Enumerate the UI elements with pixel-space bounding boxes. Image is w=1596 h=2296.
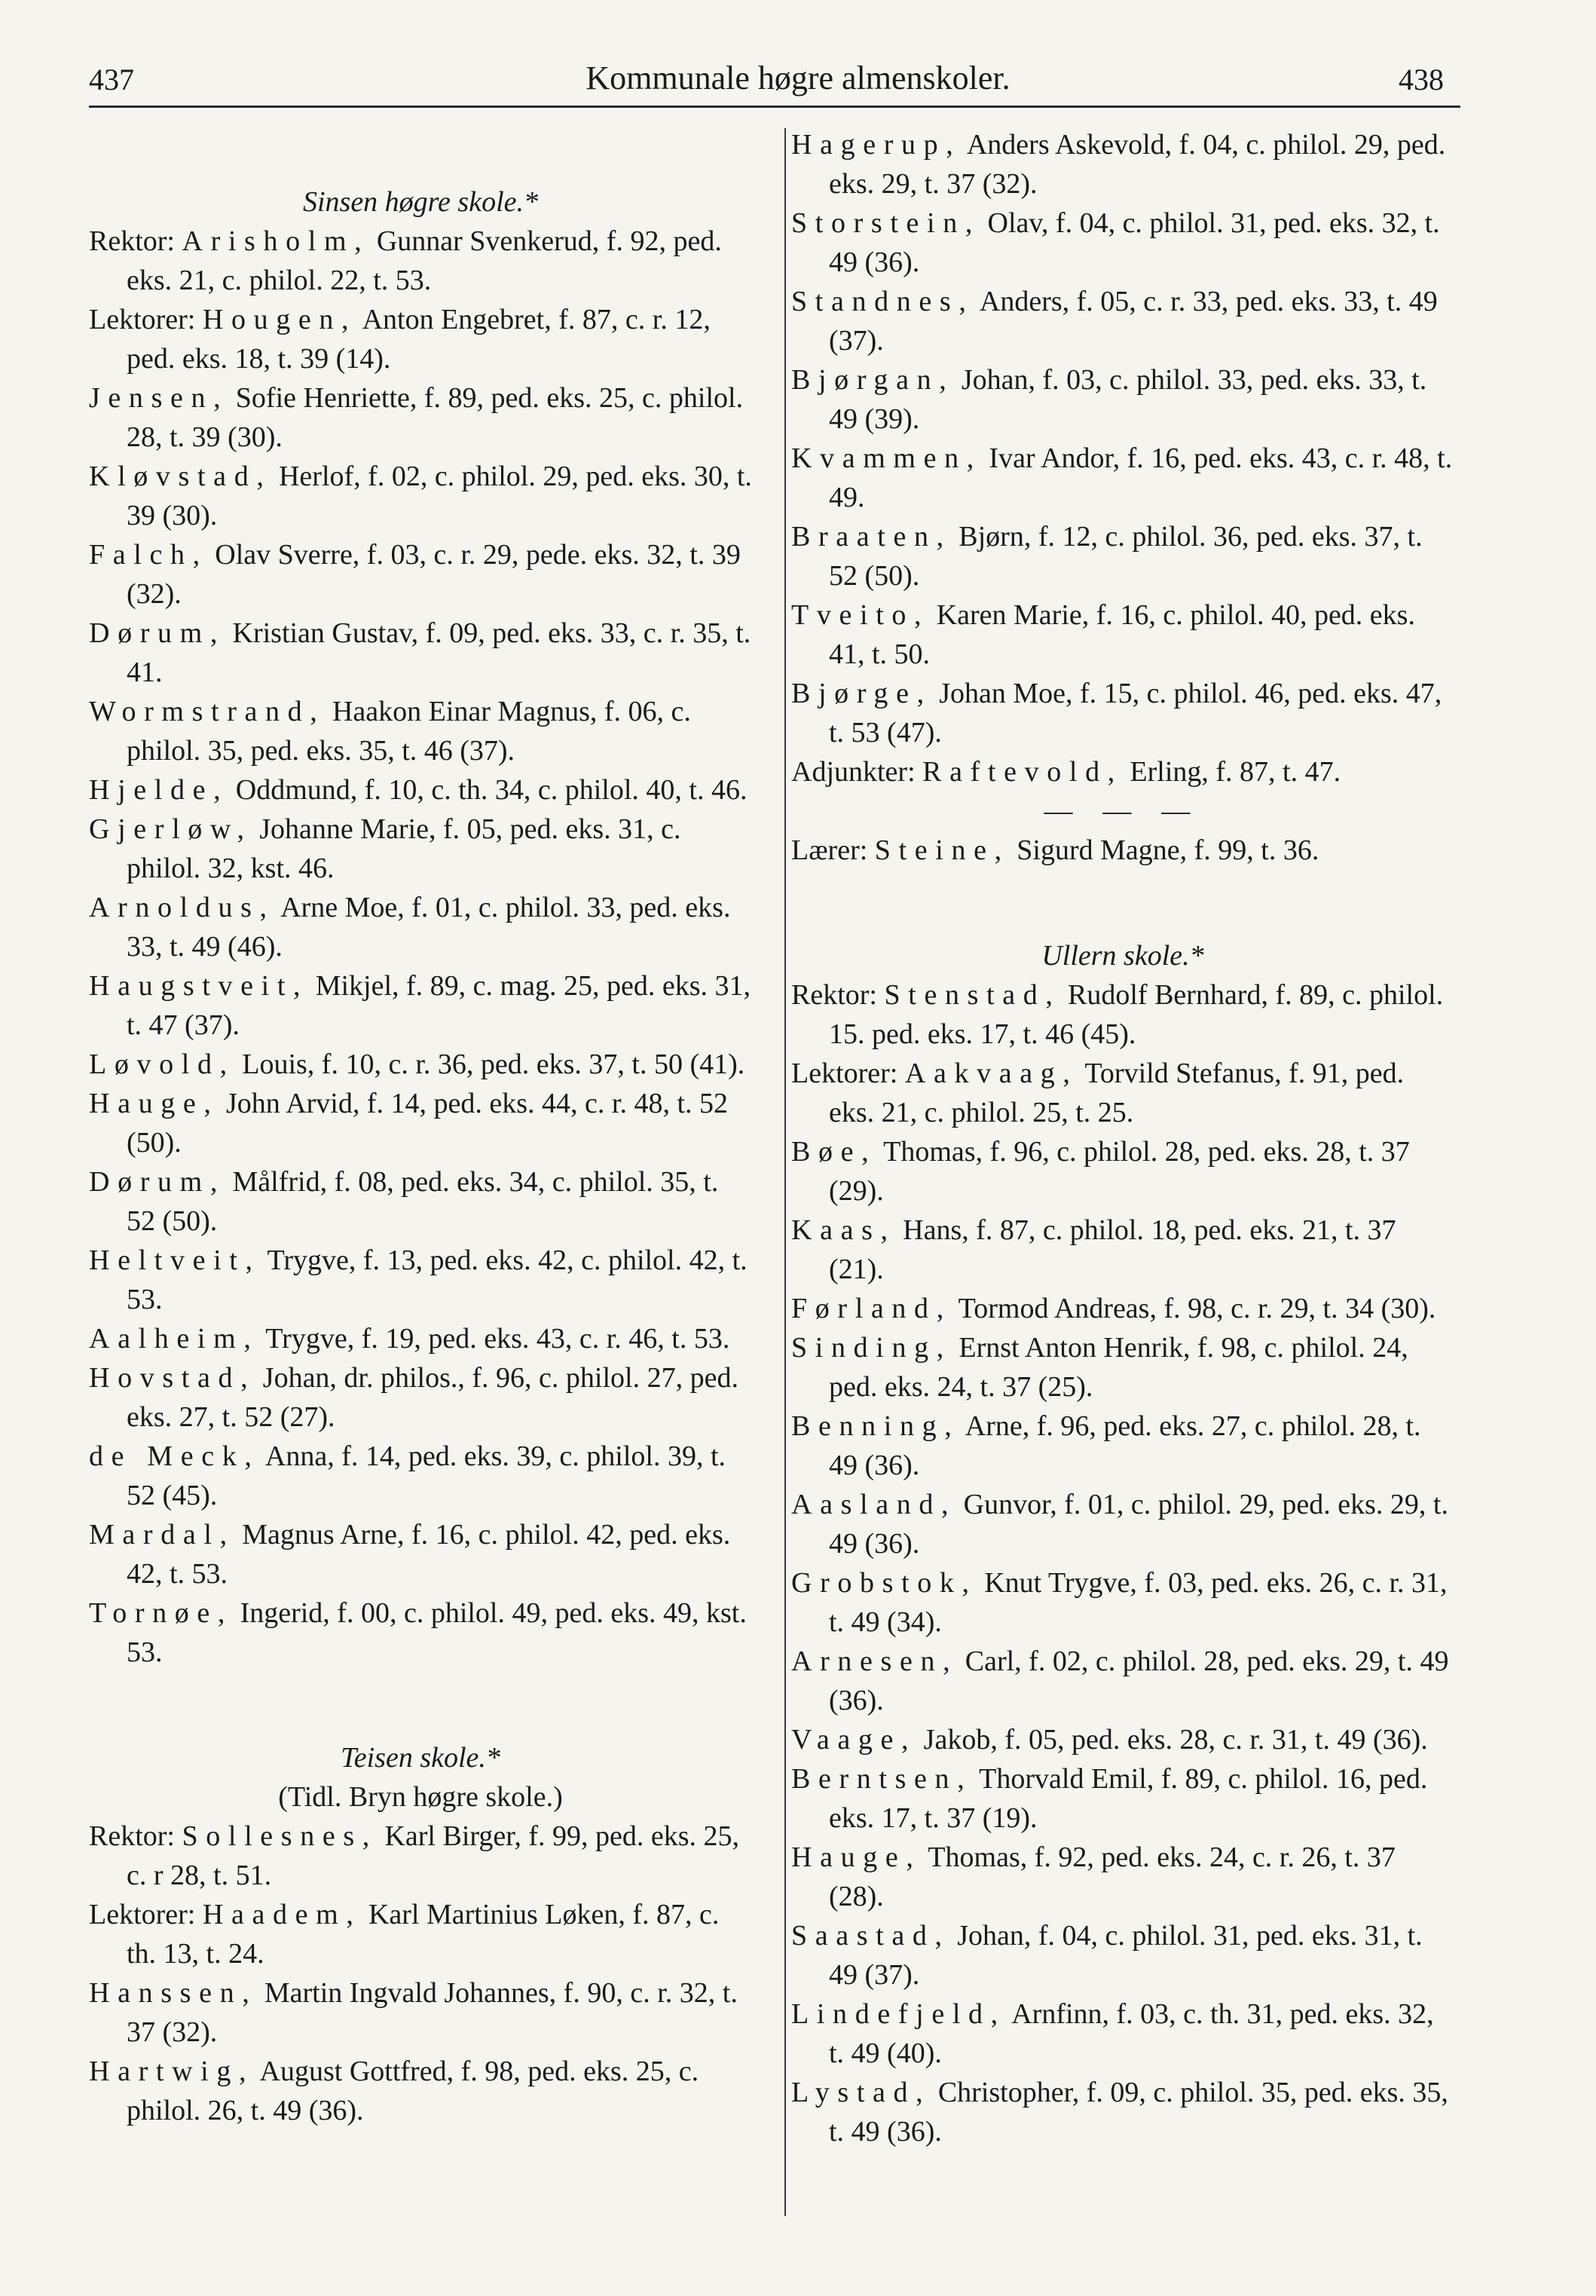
- staff-entry: [791, 517, 1454, 595]
- role-label: Lektorer:: [89, 304, 196, 335]
- staff-entry: [89, 378, 752, 457]
- surname: Haugstveit,: [89, 970, 309, 1002]
- surname: Arnesen,: [791, 1645, 959, 1677]
- entry-details: Bjørn, f. 12, c. philol. 36, ped. eks. 37, t. 52 (50).: [829, 521, 1423, 592]
- entry-details: Louis, f. 10, c. r. 36, ped. eks. 37, t. 50 (41).: [242, 1049, 745, 1080]
- surname: Aasland,: [791, 1489, 957, 1520]
- staff-entry: [89, 1973, 752, 2052]
- entry-details: Kristian Gustav, f. 09, ped. eks. 33, c. r. 35, t. 41.: [127, 617, 751, 688]
- surname: Hagerup,: [791, 129, 962, 161]
- staff-entry: [791, 1328, 1454, 1407]
- entry-details: Karl Martinius Løken, f. 87, c. th. 13, t. 24.: [127, 1899, 720, 1970]
- surname: Bjørge,: [791, 678, 932, 709]
- entry-details: Herlof, f. 02, c. philol. 29, ped. eks. 30, t. 39 (30).: [127, 461, 752, 531]
- surname: Mardal,: [89, 1519, 235, 1551]
- entry-details: Karl Birger, f. 99, ped. eks. 25, c. r 28, t. 51.: [127, 1820, 740, 1891]
- entry-details: John Arvid, f. 14, ped. eks. 44, c. r. 48, t. 52 (50).: [127, 1088, 729, 1159]
- entry-details: Rudolf Bernhard, f. 89, c. philol. 15. ped. eks. 17, t. 46 (45).: [829, 979, 1444, 1050]
- staff-entry: [791, 360, 1454, 439]
- staff-entry: [791, 1407, 1454, 1485]
- staff-entry: [791, 1132, 1454, 1211]
- staff-entry: [89, 692, 752, 770]
- surname: Standnes,: [791, 286, 974, 317]
- surname: Raftevold,: [922, 756, 1123, 788]
- staff-entry: [89, 1319, 752, 1358]
- entry-details: Karen Marie, f. 16, c. philol. 40, ped. eks. 41, t. 50.: [829, 599, 1415, 670]
- entry-details: Johan, f. 04, c. philol. 31, ped. eks. 31, t. 49 (37).: [829, 1920, 1423, 1991]
- entry-details: Arne Moe, f. 01, c. philol. 33, ped. eks. 33, t. 49 (46).: [127, 892, 731, 963]
- entry-details: Mikjel, f. 89, c. mag. 25, ped. eks. 31, t. 47 (37).: [127, 970, 751, 1041]
- adjunkter-entry: [791, 752, 1454, 791]
- lektorer-entry: [89, 300, 752, 378]
- surname: Storstein,: [791, 207, 981, 239]
- surname: Hjelde,: [89, 774, 229, 806]
- entry-details: Anders Askevold, f. 04, c. philol. 29, ped. eks. 29, t. 37 (32).: [829, 129, 1446, 200]
- surname: Aakvaag,: [904, 1058, 1078, 1089]
- left-column: [89, 143, 752, 2130]
- entry-details: August Gottfred, f. 98, ped. eks. 25, c. philol. 26, t. 49 (36).: [127, 2056, 699, 2126]
- entry-details: Gunnar Svenkerud, f. 92, ped. eks. 21, c. philol. 22, t. 53.: [127, 225, 722, 296]
- entry-details: Trygve, f. 19, ped. eks. 43, c. r. 46, t. 53.: [265, 1323, 730, 1355]
- rektor-entry: [791, 975, 1454, 1054]
- surname: Hovstad,: [89, 1362, 256, 1394]
- page-header: [0, 0, 1596, 113]
- staff-entry: [791, 125, 1454, 204]
- entry-details: Erling, f. 87, t. 47.: [1130, 756, 1341, 788]
- staff-entry: [791, 204, 1454, 282]
- surname: Dørum,: [89, 1166, 225, 1198]
- section-title-sinsen: Sinsen høgre skole.*: [302, 186, 539, 218]
- staff-entry: [89, 1515, 752, 1593]
- staff-entry: [89, 2052, 752, 2130]
- surname: Lystad,: [791, 2077, 931, 2108]
- surname: Grobstok,: [791, 1567, 977, 1599]
- staff-entry: [791, 439, 1454, 517]
- entry-details: Thomas, f. 96, c. philol. 28, ped. eks. 28, t. 37 (29).: [829, 1136, 1410, 1207]
- laerer-entry: [791, 831, 1454, 870]
- staff-entry: [791, 1289, 1454, 1328]
- entry-details: Arne, f. 96, ped. eks. 27, c. philol. 28, t. 49 (36).: [829, 1410, 1421, 1481]
- header-rule: [89, 106, 1460, 108]
- surname: Kaas,: [791, 1214, 896, 1246]
- entry-details: Olav Sverre, f. 03, c. r. 29, pede. eks. 32, t. 39 (32).: [127, 539, 741, 610]
- staff-entry: [791, 1211, 1454, 1289]
- surname: Førland,: [791, 1293, 952, 1324]
- surname: Bøe,: [791, 1136, 877, 1168]
- spacer: [89, 143, 752, 182]
- surname: Sinding,: [791, 1332, 952, 1364]
- entry-details: Hans, f. 87, c. philol. 18, ped. eks. 21, t. 37 (21).: [829, 1214, 1396, 1285]
- surname: Aalheim,: [89, 1323, 259, 1355]
- surname: Hauge,: [89, 1088, 219, 1119]
- page-number-right: 438: [1399, 63, 1444, 96]
- surname: Arnoldus,: [89, 892, 275, 923]
- surname: Stenstad,: [884, 979, 1061, 1011]
- staff-entry: [791, 1838, 1454, 1916]
- entry-details: Anders, f. 05, c. r. 33, ped. eks. 33, t. 49 (37).: [829, 286, 1438, 357]
- entry-details: Torvild Stefanus, f. 91, ped. eks. 21, c. philol. 25, t. 25.: [829, 1058, 1405, 1128]
- lektorer-entry: [89, 1895, 752, 1973]
- surname: Benning,: [791, 1410, 960, 1442]
- staff-entry: [89, 966, 752, 1045]
- staff-entry: [791, 282, 1454, 360]
- surname: Braaten,: [791, 521, 952, 553]
- staff-entry: [791, 2073, 1454, 2151]
- staff-entry: [791, 1916, 1454, 1994]
- surname: Sollesnes,: [182, 1820, 378, 1852]
- entry-details: Anna, f. 14, ped. eks. 39, c. philol. 39, t. 52 (45).: [127, 1440, 726, 1511]
- entry-details: Jakob, f. 05, ped. eks. 28, c. r. 31, t. 49 (36).: [923, 1724, 1428, 1756]
- surname: Jensen,: [89, 382, 229, 414]
- staff-entry: [89, 1593, 752, 1672]
- ullern-staff-list: [791, 1132, 1454, 2151]
- right-column: [791, 125, 1454, 2151]
- surname: Kvammen,: [791, 442, 982, 474]
- staff-entry: [791, 595, 1454, 674]
- staff-entry: [89, 770, 752, 810]
- rektor-entry: [89, 1817, 752, 1895]
- surname: Lindefjeld,: [791, 1998, 1006, 2030]
- entry-details: Gunvor, f. 01, c. philol. 29, ped. eks. 29, t. 49 (36).: [829, 1489, 1448, 1560]
- entry-details: Anton Engebret, f. 87, c. r. 12, ped. eks. 18, t. 39 (14).: [127, 304, 711, 375]
- surname: Steine,: [874, 834, 1010, 866]
- entry-details: Oddmund, f. 10, c. th. 34, c. philol. 40, t. 46.: [235, 774, 748, 806]
- staff-entry: [89, 1437, 752, 1515]
- staff-entry: [89, 1084, 752, 1162]
- surname: Haadem,: [202, 1899, 362, 1930]
- entry-details: Ernst Anton Henrik, f. 98, c. philol. 24, ped. eks. 24, t. 37 (25).: [829, 1332, 1408, 1403]
- role-label: Lærer:: [791, 834, 868, 866]
- surname: Dørum,: [89, 617, 225, 649]
- sinsen-staff-list: [89, 378, 752, 1672]
- staff-entry: [791, 1563, 1454, 1642]
- entry-details: Johan Moe, f. 15, c. philol. 46, ped. eks. 47, t. 53 (47).: [829, 678, 1442, 748]
- entry-details: Tormod Andreas, f. 98, c. r. 29, t. 34 (30).: [958, 1293, 1436, 1324]
- surname: Hauge,: [791, 1841, 922, 1873]
- entry-details: Sigurd Magne, f. 99, t. 36.: [1017, 834, 1319, 866]
- staff-entry: [791, 674, 1454, 752]
- staff-entry: [89, 810, 752, 888]
- surname: Kløvstad,: [89, 461, 272, 492]
- entry-details: Carl, f. 02, c. philol. 28, ped. eks. 29, t. 49 (36).: [829, 1645, 1449, 1716]
- role-label: Adjunkter:: [791, 756, 916, 788]
- entry-details: Thorvald Emil, f. 89, c. philol. 16, ped. eks. 17, t. 37 (19).: [829, 1763, 1428, 1834]
- surname: Wormstrand,: [89, 696, 326, 727]
- role-label: Lektorer:: [89, 1899, 196, 1930]
- staff-entry: [791, 1485, 1454, 1563]
- entry-details: Ivar Andor, f. 16, ped. eks. 43, c. r. 48, t. 49.: [829, 442, 1453, 513]
- spacer: [791, 870, 1454, 936]
- surname: Arisholm,: [182, 225, 370, 257]
- staff-entry: [89, 1358, 752, 1437]
- column-divider: [784, 128, 786, 2216]
- role-label: Lektorer:: [791, 1058, 898, 1089]
- staff-entry: [89, 1045, 752, 1084]
- surname: Gjerløw,: [89, 813, 252, 845]
- staff-entry: [89, 535, 752, 614]
- running-title: Kommunale høgre almenskoler.: [586, 60, 1010, 96]
- entry-details: Haakon Einar Magnus, f. 06, c. philol. 35, ped. eks. 35, t. 46 (37).: [127, 696, 691, 767]
- staff-entry: [89, 888, 752, 966]
- surname: Hougen,: [202, 304, 357, 335]
- staff-entry: [89, 1241, 752, 1319]
- entry-details: Thomas, f. 92, ped. eks. 24, c. r. 26, t. 37 (28).: [829, 1841, 1396, 1912]
- lektorer-entry: [791, 1054, 1454, 1132]
- role-label: Rektor:: [89, 1820, 175, 1852]
- surname: Berntsen,: [791, 1763, 973, 1795]
- surname: Bjørgan,: [791, 364, 955, 396]
- spacer: [89, 1672, 752, 1738]
- surname: Heltveit,: [89, 1244, 261, 1276]
- surname: Løvold,: [89, 1049, 235, 1080]
- section-title-teisen: Teisen skole.*: [341, 1742, 500, 1774]
- staff-entry: [89, 1162, 752, 1241]
- entry-details: Johan, dr. philos., f. 96, c. philol. 27, ped. eks. 27, t. 52 (27).: [127, 1362, 738, 1433]
- staff-entry: [791, 1720, 1454, 1759]
- separator-dashes: — — —: [1044, 795, 1202, 827]
- entry-details: Målfrid, f. 08, ped. eks. 34, c. philol. 35, t. 52 (50).: [127, 1166, 719, 1237]
- entry-details: Arnfinn, f. 03, c. th. 31, ped. eks. 32, t. 49 (40).: [829, 1998, 1434, 2069]
- rektor-entry: [89, 222, 752, 300]
- role-label: Rektor:: [89, 225, 175, 257]
- surname: Hartwig,: [89, 2056, 255, 2087]
- surname: Vaage,: [791, 1724, 917, 1756]
- entry-details: Sofie Henriette, f. 89, ped. eks. 25, c. philol. 28, t. 39 (30).: [127, 382, 744, 453]
- surname: Tornøe,: [89, 1597, 234, 1629]
- entry-details: Johanne Marie, f. 05, ped. eks. 31, c. philol. 32, kst. 46.: [127, 813, 681, 884]
- surname: Hanssen,: [89, 1977, 258, 2009]
- entry-details: Ingerid, f. 00, c. philol. 49, ped. eks. 49, kst. 53.: [127, 1597, 747, 1668]
- staff-entry: [89, 614, 752, 692]
- entry-details: Martin Ingvald Johannes, f. 90, c. r. 32, t. 37 (32).: [127, 1977, 738, 2048]
- role-label: Rektor:: [791, 979, 877, 1011]
- staff-entry: [791, 1994, 1454, 2073]
- staff-entry: [791, 1642, 1454, 1720]
- entry-details: Olav, f. 04, c. philol. 31, ped. eks. 32, t. 49 (36).: [829, 207, 1440, 278]
- section-subtitle: (Tidl. Bryn høgre skole.): [278, 1781, 563, 1813]
- surname: Tveito,: [791, 599, 930, 631]
- staff-entry: [791, 1759, 1454, 1838]
- surname: Falch,: [89, 539, 208, 571]
- staff-entry: [89, 457, 752, 535]
- entry-details: Magnus Arne, f. 16, c. philol. 42, ped. eks. 42, t. 53.: [127, 1519, 731, 1590]
- entry-details: Knut Trygve, f. 03, ped. eks. 26, c. r. 31, t. 49 (34).: [829, 1567, 1448, 1638]
- entry-details: Trygve, f. 13, ped. eks. 42, c. philol. 42, t. 53.: [127, 1244, 748, 1315]
- surname: Saastad,: [791, 1920, 950, 1952]
- entry-details: Christopher, f. 09, c. philol. 35, ped. eks. 35, t. 49 (36).: [829, 2077, 1448, 2148]
- page-number-left: 437: [89, 63, 134, 96]
- section-title-ullern: Ullern skole.*: [1041, 940, 1204, 972]
- surname: de Meck,: [89, 1440, 260, 1472]
- entry-details: Johan, f. 03, c. philol. 33, ped. eks. 33, t. 49 (39).: [829, 364, 1427, 435]
